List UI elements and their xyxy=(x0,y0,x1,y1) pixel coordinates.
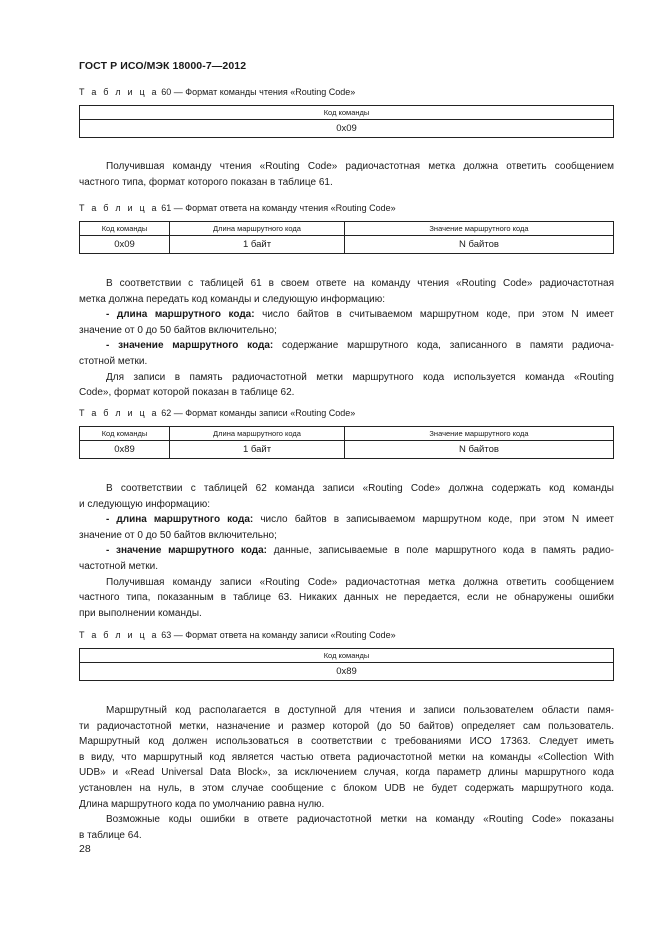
text-line: UDB» и «Read Universal Data Block», за исключением случая, когда параметр длины маршрутного кода xyxy=(79,767,614,779)
term-text: число байтов в считываемом маршрутном коде, при этом N имеет xyxy=(262,309,614,321)
term-bold: - длина маршрутного кода: xyxy=(106,514,254,526)
table-header-cell: Длина маршрутного кода xyxy=(170,222,345,236)
term-bold: - значение маршрутного кода: xyxy=(106,545,268,557)
text-line: Для записи в память радиочастотной метки маршрутного кода используется команда «Routing xyxy=(106,371,614,383)
text-line: стотной метки. xyxy=(79,355,148,367)
text-line: и следующую информацию: xyxy=(79,498,210,510)
table-caption-text: 61 — Формат ответа на команду чтения «Routing Code» xyxy=(161,203,396,213)
table-60-caption xyxy=(79,87,355,97)
standard-header: ГОСТ Р ИСО/МЭК 18000-7—2012 xyxy=(79,60,247,72)
term-text: данные, записываемые в поле маршрутного кода в память радио- xyxy=(273,545,614,557)
table-cell: 1 байт xyxy=(170,236,345,254)
text-line: частного типа, формат которого показан в таблице 61. xyxy=(79,176,333,188)
table-header-cell: Длина маршрутного кода xyxy=(170,427,345,441)
list-item-line xyxy=(79,512,614,528)
table-label: Т а б л и ц а xyxy=(79,203,159,213)
table-cell: 0x09 xyxy=(80,236,170,254)
text-line: при выполнении команды. xyxy=(79,607,202,619)
text-line: Возможные коды ошибки в ответе радиочастотной метки на команду «Routing Code» показаны xyxy=(106,814,614,826)
text-line: ти радиочастотной метки, назначение и размер которой (до 50 байтов) определяет сам пользователь. xyxy=(79,720,614,732)
table-header-cell: Значение маршрутного кода xyxy=(345,427,614,441)
table-cell: N байтов xyxy=(345,441,614,459)
text-line: установлен на нуль, в этом случае сообщение с блоком UDB не будет содержать маршрутного кода. xyxy=(79,782,614,794)
table-63 xyxy=(79,648,614,681)
table-cell: N байтов xyxy=(345,236,614,254)
table-60 xyxy=(79,105,614,138)
table-caption-text: 60 — Формат команды чтения «Routing Code» xyxy=(161,87,356,97)
table-caption-text: 63 — Формат ответа на команду записи «Routing Code» xyxy=(161,630,396,640)
text-line: Маршрутный код должен использоваться в соответствии с требованиями ИСО 17363. Следует иметь xyxy=(79,736,614,748)
table-label: Т а б л и ц а xyxy=(79,630,159,640)
table-63-caption xyxy=(79,630,396,640)
paragraph-4 xyxy=(79,481,614,621)
term-bold: - длина маршрутного кода: xyxy=(106,309,255,321)
text-line: частотной метки. xyxy=(79,560,159,572)
table-label: Т а б л и ц а xyxy=(79,87,159,97)
text-line: значение от 0 до 50 байтов включительно; xyxy=(79,324,277,336)
page-number: 28 xyxy=(79,843,91,855)
table-cell: 1 байт xyxy=(170,441,345,459)
text-line: частного типа, показанным в таблице 63. Никаких данных не передается, если не обнаружены ошибки xyxy=(79,592,614,604)
table-61 xyxy=(79,221,614,254)
term-bold: - значение маршрутного кода: xyxy=(106,340,274,352)
text-line: значение от 0 до 50 байтов включительно; xyxy=(79,529,277,541)
table-62 xyxy=(79,426,614,459)
text-line: Получившая команду записи «Routing Code» радиочастотная метка должна ответить сообщением xyxy=(106,576,614,588)
table-61-caption xyxy=(79,203,396,213)
list-item-line xyxy=(79,338,614,354)
table-cell: 0x89 xyxy=(80,663,614,681)
text-line: Code», формат которой показан в таблице 62. xyxy=(79,387,295,399)
term-text: число байтов в записываемом маршрутном коде, при этом N имеет xyxy=(260,514,615,526)
table-62-caption xyxy=(79,408,355,418)
term-text: содержание маршрутного кода, записанного в памяти радиоча- xyxy=(282,340,615,352)
text-line: Длина маршрутного кода по умолчанию равна нулю. xyxy=(79,798,325,810)
table-label: Т а б л и ц а xyxy=(79,408,159,418)
table-header-cell: Код команды xyxy=(80,106,614,120)
text-line: В соответствии с таблицей 62 команда записи «Routing Code» должна содержать код команды xyxy=(106,483,614,494)
list-item-line xyxy=(79,307,614,323)
text-line: В соответствии с таблицей 61 в своем ответе на команду чтения «Routing Code» радиочастотная xyxy=(106,278,614,289)
table-cell: 0x09 xyxy=(80,120,614,138)
table-header-cell: Код команды xyxy=(80,222,170,236)
text-line: метка должна передать код команды и следующую информацию: xyxy=(79,293,386,305)
text-line: в таблице 64. xyxy=(79,829,142,841)
paragraph-2 xyxy=(79,276,614,401)
list-item-line xyxy=(79,543,614,559)
text-line: в виду, что маршрутный код является частью ответа радиочастотной метки на команды «Collection With xyxy=(79,751,614,763)
text-line: Получившая команду чтения «Routing Code» радиочастотная метка должна ответить сообщением xyxy=(106,161,614,172)
paragraph-1 xyxy=(79,159,614,190)
table-header-cell: Код команды xyxy=(80,427,170,441)
paragraph-6 xyxy=(79,703,614,843)
text-line: Маршрутный код располагается в доступной для чтения и записи пользователем области памя- xyxy=(106,705,614,716)
table-header-cell: Значение маршрутного кода xyxy=(345,222,614,236)
table-cell: 0x89 xyxy=(80,441,170,459)
table-header-cell: Код команды xyxy=(80,649,614,663)
table-caption-text: 62 — Формат команды записи «Routing Code» xyxy=(161,408,356,418)
